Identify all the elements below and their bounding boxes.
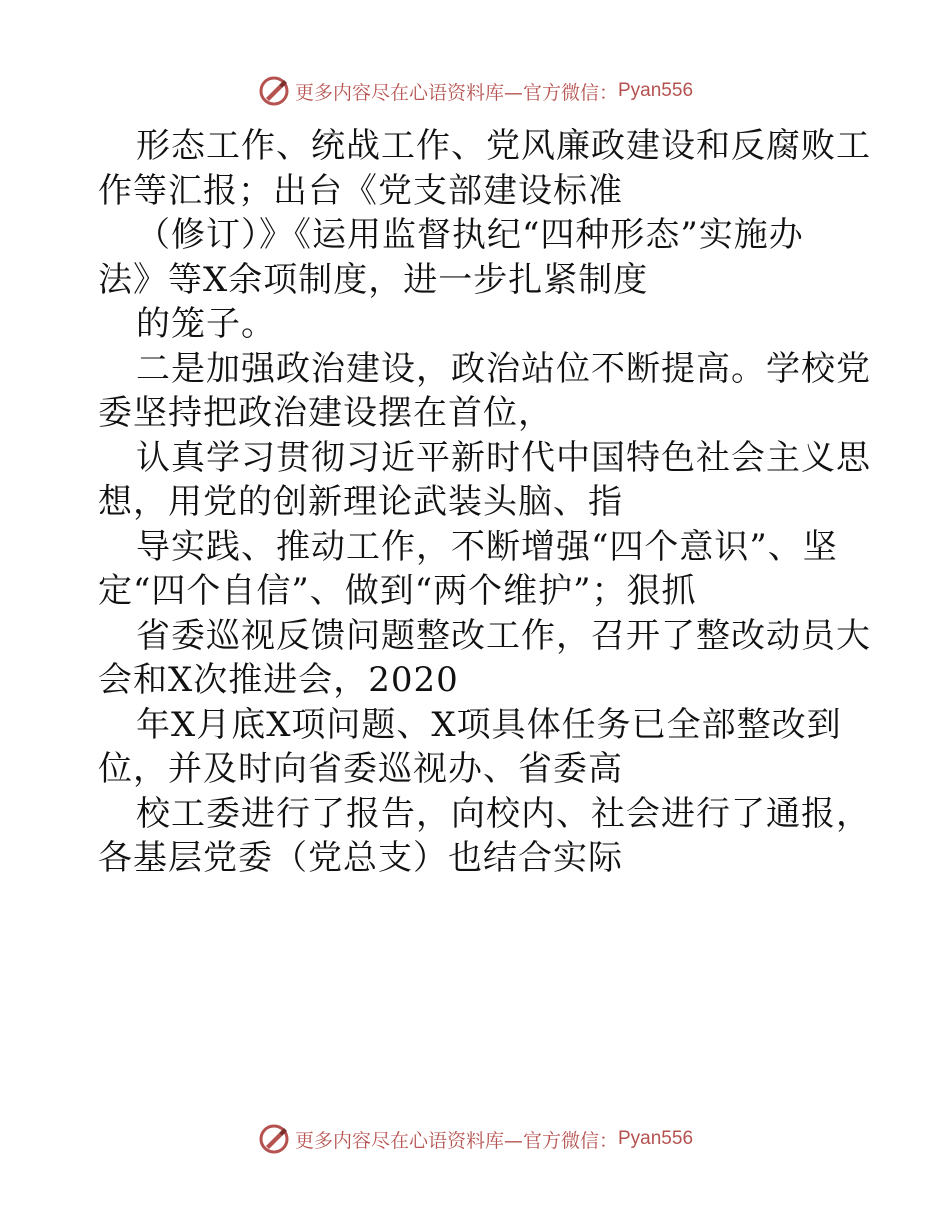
- header-watermark: [0, 74, 950, 108]
- text-line: 定“四个自信”、做到“两个维护”；狠抓: [98, 571, 697, 611]
- text-line: 导实践、推动工作，不断增强“四个意识”、坚: [136, 526, 838, 567]
- watermark-text: 更多内容尽在心语资料库—官方微信：: [294, 1129, 618, 1152]
- watermark-wechat-id: Pyan556: [618, 1128, 694, 1149]
- text-line: 年X月底X项问题、X项具体任务已全部整改到: [136, 704, 842, 745]
- text-line: 各基层党委（党总支）也结合实际: [98, 838, 623, 878]
- text-line: 形态工作、统战工作、党风廉政建设和反腐败工: [136, 126, 871, 166]
- watermark-text: 更多内容尽在心语资料库—官方微信：: [294, 81, 618, 104]
- document-body: [98, 124, 871, 881]
- text-line: 作等汇报；出台《党支部建设标准: [98, 170, 623, 211]
- watermark-wechat-id: Pyan556: [618, 80, 694, 101]
- text-line: 法》等X余项制度，进一步扎紧制度: [98, 259, 649, 300]
- pen-logo-icon: [257, 74, 291, 108]
- text-line: 委坚持把政治建设摆在首位，: [98, 393, 553, 433]
- pen-logo-icon: [257, 1122, 291, 1156]
- text-line: 会和X次推进会，2020: [98, 660, 459, 700]
- text-line: （修订）》《运用监督执纪“四种形态”实施办: [136, 215, 804, 255]
- text-line: 的笼子。: [136, 304, 276, 344]
- text-line: 二是加强政治建设，政治站位不断提高。学校党: [136, 348, 871, 389]
- text-line: 省委巡视反馈问题整改工作，召开了整改动员大: [136, 615, 871, 656]
- text-line: 想，用党的创新理论武装头脑、指: [98, 482, 623, 522]
- text-line: 校工委进行了报告，向校内、社会进行了通报，: [136, 793, 871, 834]
- text-line: 位，并及时向省委巡视办、省委高: [98, 749, 623, 789]
- text-line: 认真学习贯彻习近平新时代中国特色社会主义思: [136, 437, 871, 478]
- footer-watermark: [0, 1122, 950, 1156]
